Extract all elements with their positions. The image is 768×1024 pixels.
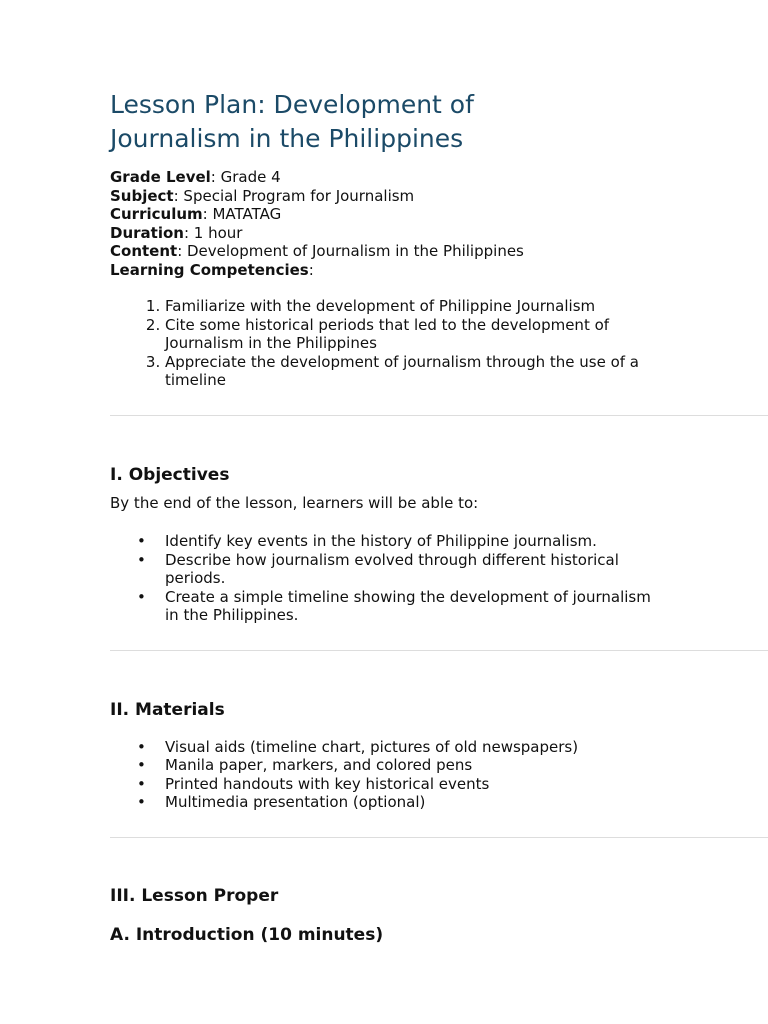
- list-item-text: Manila paper, markers, and colored pens: [165, 756, 473, 774]
- list-item: [137, 550, 660, 588]
- lesson-meta: [110, 168, 768, 279]
- list-item-text: Multimedia presentation (optional): [165, 793, 426, 811]
- bullet-glyph: •: [137, 756, 146, 774]
- lesson-plan-page: [110, 88, 768, 946]
- list-item-text: Printed handouts with key historical events: [165, 774, 490, 793]
- materials-heading: II. Materials: [110, 699, 225, 720]
- bullet-glyph: •: [137, 532, 146, 550]
- list-item-text: Visual aids (timeline chart, pictures of old newspapers): [165, 737, 579, 756]
- list-item: [137, 774, 660, 794]
- meta-value: :: [308, 260, 314, 279]
- meta-content: [110, 242, 768, 261]
- introduction-heading: A. Introduction (10 minutes): [110, 924, 384, 945]
- list-item: [137, 793, 660, 812]
- meta-value: : 1 hour: [183, 223, 243, 242]
- objectives-intro: By the end of the lesson, learners will be able to:: [110, 493, 479, 512]
- competencies-list: [110, 297, 660, 390]
- meta-subject: [110, 187, 768, 206]
- meta-value: : MATATAG: [202, 205, 282, 223]
- meta-duration: [110, 224, 768, 243]
- materials-list: [110, 738, 660, 812]
- meta-curriculum: [110, 205, 768, 224]
- meta-label: Curriculum: [110, 205, 203, 223]
- page-title: Lesson Plan: Development of Journalism in the Philippines: [110, 90, 474, 153]
- list-item-text: Describe how journalism evolved through different historical periods.: [165, 550, 619, 587]
- bullet-glyph: •: [137, 550, 146, 569]
- objectives-heading: I. Objectives: [110, 464, 230, 485]
- meta-label: Content: [110, 242, 178, 260]
- bullet-glyph: •: [137, 587, 146, 606]
- objectives-list: [110, 532, 660, 625]
- list-item: 1. Familiarize with the development of Philippine Journalism: [165, 297, 660, 316]
- meta-label: Duration: [110, 223, 184, 242]
- list-item: [137, 756, 660, 775]
- section-divider: [110, 650, 768, 651]
- meta-value: : Special Program for Journalism: [173, 186, 415, 205]
- list-item-text: Create a simple timeline showing the development of journalism in the Philippines.: [165, 587, 651, 624]
- meta-label: Learning Competencies: [110, 260, 309, 279]
- list-item: [137, 532, 660, 551]
- list-item: [137, 737, 660, 757]
- bullet-glyph: •: [137, 774, 146, 793]
- bullet-glyph: •: [137, 793, 146, 811]
- meta-value: : Development of Journalism in the Philippines: [177, 242, 524, 260]
- meta-value: : Grade 4: [210, 168, 281, 186]
- list-item: [137, 587, 660, 625]
- meta-grade-level: [110, 168, 768, 187]
- meta-learning-competencies: [110, 261, 768, 280]
- meta-label: Subject: [110, 186, 174, 205]
- meta-label: Grade Level: [110, 168, 211, 186]
- list-item: 2. Cite some historical periods that led to the development of Journalism in the Philippines: [165, 316, 660, 353]
- lesson-proper-heading: III. Lesson Proper: [110, 885, 279, 906]
- section-divider: [110, 837, 768, 838]
- list-item: 3. Appreciate the development of journalism through the use of a timeline: [165, 353, 660, 390]
- section-divider: [110, 415, 768, 416]
- list-item-text: Identify key events in the history of Philippine journalism.: [165, 532, 597, 550]
- bullet-glyph: •: [137, 737, 146, 756]
